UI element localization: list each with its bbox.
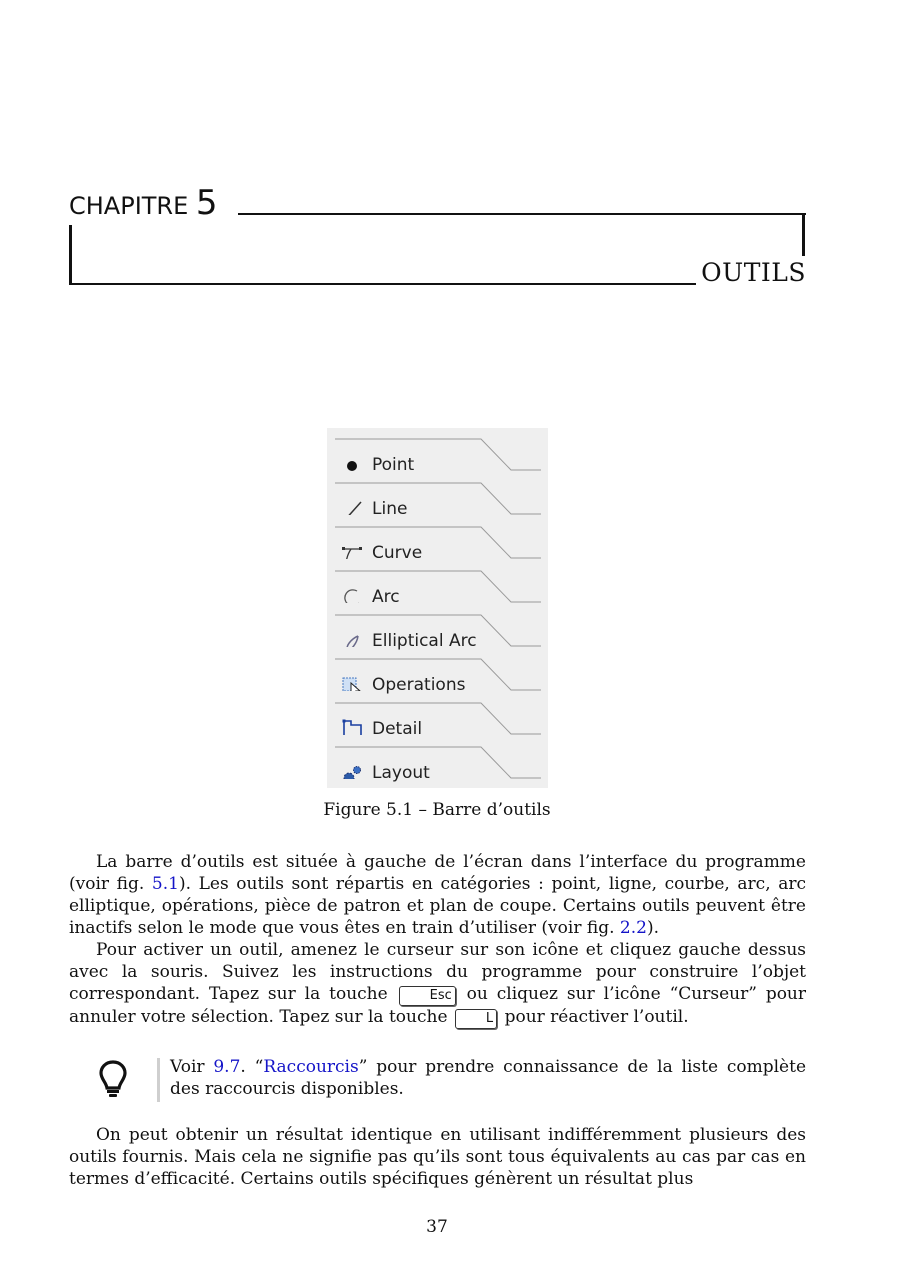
paragraph-2 xyxy=(69,939,806,1029)
key-l: L xyxy=(455,1009,497,1029)
text-run: La barre d’outils est située à gauche de l’écran dans l’interface du programme (voir fig. xyxy=(69,852,806,894)
curve-icon xyxy=(341,537,363,559)
detail-icon xyxy=(341,713,363,735)
toolbar-item-arc[interactable] xyxy=(335,570,541,614)
section-link[interactable]: 9.7 xyxy=(213,1057,241,1077)
toolbar-item-operations[interactable] xyxy=(335,658,541,702)
paragraph-3: On peut obtenir un résultat identique en utilisant indifféremment plusieurs des outils fournis. Mais cela ne signifie pas qu’ils sont tous équivalents au cas par cas en termes d’efficacité. Certains outils spécifiques génèrent un résultat plus xyxy=(69,1125,806,1189)
chapter-rule-right xyxy=(802,213,805,256)
toolbar-item-label: Point xyxy=(372,455,415,475)
chapter-rule-left xyxy=(69,225,72,285)
toolbar-item-curve[interactable] xyxy=(335,526,541,570)
toolbar-item-elliptical-arc[interactable] xyxy=(335,614,541,658)
text-run: ” pour prendre connaissance de la liste complète des raccourcis disponibles. xyxy=(170,1057,807,1099)
tab-outline xyxy=(335,746,541,780)
text-run: ou cliquez sur l’icône “Curseur” pour annuler votre sélection. Tapez sur la touche xyxy=(69,984,807,1027)
chapter-rule-top xyxy=(238,213,806,215)
text-run: . “ xyxy=(240,1057,264,1077)
tab-outline xyxy=(335,482,541,516)
tip-text xyxy=(170,1056,806,1100)
layout-icon xyxy=(341,757,363,779)
chapter-rule-bottom xyxy=(69,283,696,285)
toolbar-item-line[interactable] xyxy=(335,482,541,526)
chapter-title: OUTILS xyxy=(701,258,806,287)
toolbar-item-label: Operations xyxy=(372,675,466,695)
lightbulb-icon xyxy=(98,1058,128,1100)
text-run: ). xyxy=(646,918,659,938)
toolbar-item-label: Elliptical Arc xyxy=(372,631,477,651)
toolbar-item-label: Curve xyxy=(372,543,423,563)
line-icon xyxy=(341,493,363,515)
figure-link[interactable]: 5.1 xyxy=(151,874,179,894)
toolbar-item-label: Line xyxy=(372,499,408,519)
toolbar-item-label: Arc xyxy=(372,587,400,607)
key-esc: Esc xyxy=(399,986,456,1006)
paragraph-1 xyxy=(69,851,806,939)
chapter-label-text: CHAPITRE xyxy=(69,192,189,220)
figure-caption: Figure 5.1 – Barre d’outils xyxy=(323,800,551,820)
body-text xyxy=(69,851,806,1029)
toolbar-item-label: Layout xyxy=(372,763,430,783)
tab-outline xyxy=(335,438,541,472)
text-run: Voir xyxy=(170,1057,214,1077)
text-run: pour réactiver l’outil. xyxy=(504,1007,689,1027)
toolbar-item-point[interactable] xyxy=(335,438,541,482)
body-text-2 xyxy=(69,1124,806,1190)
text-run: ). Les outils sont répartis en catégories : point, ligne, courbe, arc, arc elliptique, opérations, pièce de patron et plan de coupe. Certains outils peuvent être inactifs selon le mode que vous êtes en train d’utiliser (voir fig. xyxy=(69,874,807,938)
toolbar-figure xyxy=(327,428,548,788)
arc-icon xyxy=(341,581,363,603)
text-run: Pour activer un outil, amenez le curseur sur son icône et cliquez gauche dessus avec la souris. Suivez les instructions du programme pour construire l’objet correspondant. Tapez sur la touche xyxy=(69,940,806,1004)
operations-icon xyxy=(341,669,363,691)
point-icon xyxy=(341,449,363,471)
tip-bar xyxy=(157,1058,160,1102)
section-link[interactable]: Raccourcis xyxy=(263,1057,359,1077)
tab-outline xyxy=(335,702,541,736)
tab-outline xyxy=(335,526,541,560)
chapter-label xyxy=(69,183,218,223)
chapter-number: 5 xyxy=(195,183,218,223)
page-number: 37 xyxy=(426,1217,448,1237)
toolbar-item-layout[interactable] xyxy=(335,746,541,790)
figure-link[interactable]: 2.2 xyxy=(619,918,647,938)
tab-outline xyxy=(335,570,541,604)
toolbar-item-detail[interactable] xyxy=(335,702,541,746)
elliptical-arc-icon xyxy=(341,625,363,647)
toolbar-item-label: Detail xyxy=(372,719,423,739)
